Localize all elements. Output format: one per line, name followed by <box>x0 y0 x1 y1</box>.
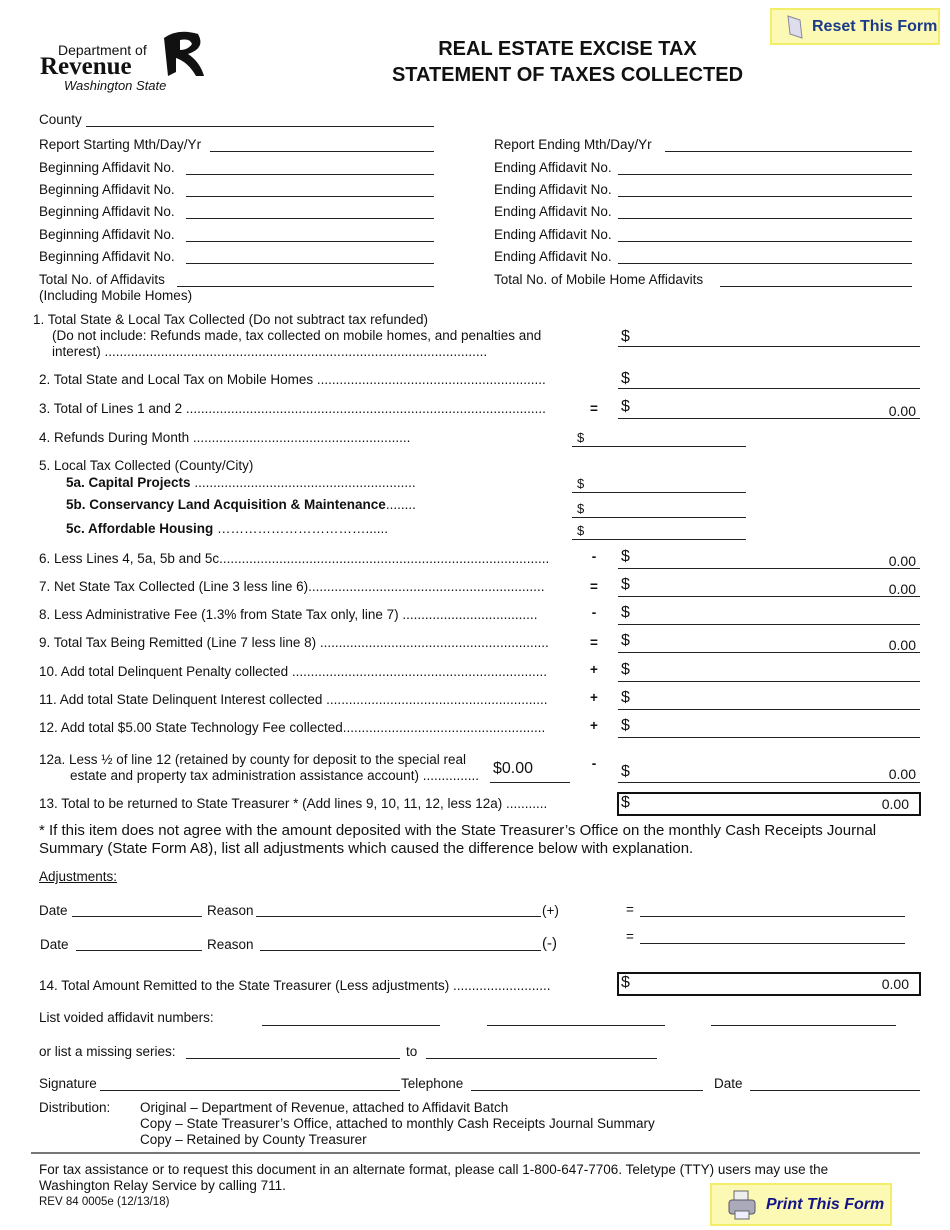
distribution-item: Original – Department of Revenue, attached to Affidavit Batch <box>140 1100 509 1115</box>
dollar-sign: $ <box>621 370 630 387</box>
adjustment-reason-label: Reason <box>207 937 254 952</box>
line10-field[interactable] <box>618 681 920 682</box>
leader-dots: ........................................................... <box>190 475 416 490</box>
distribution-label: Distribution: <box>39 1100 111 1115</box>
begin-affidavit-field[interactable] <box>186 241 434 242</box>
logo-text: Washington State <box>64 78 167 93</box>
begin-affidavit-label: Beginning Affidavit No. <box>39 160 175 175</box>
line6-field[interactable] <box>618 568 920 569</box>
line1-label: 1. Total State & Local Tax Collected (Do not subtract tax refunded) <box>33 312 428 327</box>
line8-label: 8. Less Administrative Fee (1.3% from State Tax only, line 7) .................................... <box>39 607 538 622</box>
end-affidavit-field[interactable] <box>618 241 912 242</box>
total-affidavits-label: Total No. of Affidavits <box>39 272 165 287</box>
plus-operator: + <box>590 718 598 733</box>
adjustments-heading: Adjustments: <box>39 869 118 884</box>
line3-field[interactable] <box>618 418 920 419</box>
line12-label: 12. Add total $5.00 State Technology Fee collected...................................................... <box>39 720 546 735</box>
telephone-label: Telephone <box>401 1076 464 1091</box>
dollar-sign: $ <box>621 974 630 991</box>
end-affidavit-field[interactable] <box>618 263 912 264</box>
line9-label: 9. Total Tax Being Remitted (Line 7 less line 8) ............................................................. <box>39 635 549 650</box>
footnote-text: Summary (State Form A8), list all adjustments which caused the difference below with explanation. <box>39 840 694 857</box>
begin-affidavit-label: Beginning Affidavit No. <box>39 249 175 264</box>
line14-field[interactable] <box>617 972 921 996</box>
missing-series-label: or list a missing series: <box>39 1044 176 1059</box>
dollar-sign: $ <box>577 430 585 445</box>
begin-affidavit-field[interactable] <box>186 263 434 264</box>
equals-operator: = <box>590 635 598 650</box>
line5c-label: 5c. Affordable Housing <box>66 521 214 536</box>
dollar-sign: $ <box>621 689 630 706</box>
line10-label: 10. Add total Delinquent Penalty collected .................................................................... <box>39 664 547 679</box>
leader-dots: ........ <box>385 497 416 512</box>
telephone-field[interactable] <box>471 1090 703 1091</box>
end-affidavit-field[interactable] <box>618 174 912 175</box>
total-affidavits-field[interactable] <box>177 286 434 287</box>
logo-text: Department of <box>58 42 147 58</box>
dollar-sign: $ <box>621 548 630 565</box>
adjustment-date-label: Date <box>40 937 69 952</box>
line12a-half-value: $0.00 <box>493 760 534 777</box>
minus-indicator: (-) <box>542 935 557 952</box>
end-affidavit-label: Ending Affidavit No. <box>494 204 612 219</box>
end-affidavit-label: Ending Affidavit No. <box>494 249 612 264</box>
line6-label: 6. Less Lines 4, 5a, 5b and 5c........................................................................................ <box>39 551 550 566</box>
plus-operator: + <box>590 662 598 677</box>
adjustment-date-field[interactable] <box>72 916 202 917</box>
end-affidavit-label: Ending Affidavit No. <box>494 227 612 242</box>
line13-label: 13. Total to be returned to State Treasurer * (Add lines 9, 10, 11, 12, less 12a) ........... <box>39 796 548 811</box>
reset-label: Reset This Form <box>812 17 938 35</box>
line11-label: 11. Add total State Delinquent Interest collected ........................................................... <box>39 692 548 707</box>
end-affidavit-field[interactable] <box>618 196 912 197</box>
reset-form-button[interactable] <box>770 8 940 45</box>
line9-field[interactable] <box>618 652 920 653</box>
line11-field[interactable] <box>618 709 920 710</box>
divider <box>31 1152 920 1154</box>
line8-field[interactable] <box>618 624 920 625</box>
end-affidavit-field[interactable] <box>618 218 912 219</box>
dollar-sign: $ <box>621 632 630 649</box>
footer-text: Washington Relay Service by calling 711. <box>39 1178 286 1193</box>
line1-label: (Do not include: Refunds made, tax collected on mobile homes, and penalties and <box>52 328 542 343</box>
begin-affidavit-label: Beginning Affidavit No. <box>39 182 175 197</box>
line2-label: 2. Total State and Local Tax on Mobile Homes ............................................................. <box>39 372 546 387</box>
end-affidavit-label: Ending Affidavit No. <box>494 160 612 175</box>
line3-label: 3. Total of Lines 1 and 2 ................................................................................................ <box>39 401 546 416</box>
printer-icon <box>726 1189 758 1221</box>
line4-field[interactable] <box>572 446 746 447</box>
dollar-sign: $ <box>621 763 630 780</box>
begin-affidavit-field[interactable] <box>186 174 434 175</box>
line1-field[interactable] <box>618 346 920 347</box>
line2-field[interactable] <box>618 388 920 389</box>
signature-label: Signature <box>39 1076 97 1091</box>
adjustment-amount-field[interactable] <box>640 943 905 944</box>
adjustment-reason-field[interactable] <box>256 916 541 917</box>
adjustment-reason-label: Reason <box>207 903 254 918</box>
dollar-sign: $ <box>577 476 585 491</box>
line14-value: 0.00 <box>881 976 909 992</box>
mobile-affidavits-label: Total No. of Mobile Home Affidavits <box>494 272 704 287</box>
line12a-value: 0.00 <box>888 766 916 782</box>
dollar-sign: $ <box>621 604 630 621</box>
missing-to-label: to <box>406 1044 418 1059</box>
county-field[interactable] <box>86 126 434 127</box>
equals-operator: = <box>626 902 634 917</box>
line12a-label: 12a. Less ½ of line 12 (retained by county for deposit to the special real <box>39 752 467 767</box>
line7-field[interactable] <box>618 596 920 597</box>
line5b-field[interactable] <box>572 517 746 518</box>
dollar-sign: $ <box>577 501 585 516</box>
minus-operator: - <box>591 605 597 620</box>
voided-label: List voided affidavit numbers: <box>39 1010 214 1025</box>
line5b-label: 5b. Conservancy Land Acquisition & Maintenance <box>66 497 386 512</box>
dollar-sign: $ <box>621 576 630 593</box>
dollar-sign: $ <box>621 794 630 811</box>
line12a-half-field[interactable] <box>490 782 570 783</box>
line12a-field[interactable] <box>618 782 920 783</box>
plus-indicator: (+) <box>542 903 559 918</box>
logo-mark-icon <box>158 28 206 78</box>
total-affidavits-sublabel: (Including Mobile Homes) <box>39 288 193 303</box>
mobile-affidavits-field[interactable] <box>720 286 912 287</box>
begin-affidavit-field[interactable] <box>186 196 434 197</box>
line13-field[interactable] <box>617 792 921 816</box>
line4-label: 4. Refunds During Month .......................................................... <box>39 430 411 445</box>
end-date-field[interactable] <box>665 151 912 152</box>
line12-field[interactable] <box>618 737 920 738</box>
line5a-field[interactable] <box>572 492 746 493</box>
line7-value: 0.00 <box>888 581 916 597</box>
line9-value: 0.00 <box>888 637 916 653</box>
dollar-sign: $ <box>577 523 585 538</box>
form-subtitle: STATEMENT OF TAXES COLLECTED <box>391 64 744 86</box>
voided-field[interactable] <box>711 1025 896 1026</box>
print-label: Print This Form <box>766 1195 885 1213</box>
minus-operator: - <box>591 756 597 771</box>
logo-text: Revenue <box>40 53 132 80</box>
end-date-label: Report Ending Mth/Day/Yr <box>494 137 652 152</box>
leader-dots: ……………………………...... <box>213 521 389 536</box>
begin-affidavit-label: Beginning Affidavit No. <box>39 227 175 242</box>
form-id: REV 84 0005e (12/13/18) <box>39 1196 170 1208</box>
footer-text: For tax assistance or to request this document in an alternate format, please call 1-800-647-7706. Teletype (TTY) users may use the <box>39 1162 829 1177</box>
start-date-label: Report Starting Mth/Day/Yr <box>39 137 202 152</box>
voided-field[interactable] <box>262 1025 440 1026</box>
eraser-icon <box>784 14 804 40</box>
missing-to-field[interactable] <box>426 1058 657 1059</box>
equals-operator: = <box>626 929 634 944</box>
end-affidavit-label: Ending Affidavit No. <box>494 182 612 197</box>
line5c-field[interactable] <box>572 539 746 540</box>
adjustment-reason-field[interactable] <box>260 950 541 951</box>
adjustment-amount-field[interactable] <box>640 916 905 917</box>
line1-label: interest) ...................................................................................................... <box>52 344 488 359</box>
dollar-sign: $ <box>621 717 630 734</box>
line7-label: 7. Net State Tax Collected (Line 3 less line 6)............................................................... <box>39 579 545 594</box>
equals-operator: = <box>590 579 598 594</box>
begin-affidavit-field[interactable] <box>186 218 434 219</box>
line14-label: 14. Total Amount Remitted to the State Treasurer (Less adjustments) .......................... <box>39 978 551 993</box>
date-label: Date <box>714 1076 743 1091</box>
adjustment-date-field[interactable] <box>76 950 202 951</box>
voided-field[interactable] <box>487 1025 665 1026</box>
form-title: REAL ESTATE EXCISE TAX <box>438 38 697 60</box>
county-label: County <box>39 112 82 127</box>
minus-operator: - <box>591 549 597 564</box>
equals-operator: = <box>590 401 598 416</box>
line13-value: 0.00 <box>881 796 909 812</box>
footnote-text: * If this item does not agree with the amount deposited with the State Treasurer’s Office on the monthly Cash Receipts Journal <box>39 822 877 839</box>
line6-value: 0.00 <box>888 553 916 569</box>
line5-label: 5. Local Tax Collected (County/City) <box>39 458 254 473</box>
line3-value: 0.00 <box>888 403 916 419</box>
dollar-sign: $ <box>621 398 630 415</box>
start-date-field[interactable] <box>210 151 434 152</box>
dollar-sign: $ <box>621 661 630 678</box>
line12a-label: estate and property tax administration assistance account) ............... <box>70 768 479 783</box>
dollar-sign: $ <box>621 328 630 345</box>
distribution-item: Copy – Retained by County Treasurer <box>140 1132 367 1147</box>
distribution-item: Copy – State Treasurer’s Office, attached to monthly Cash Receipts Journal Summary <box>140 1116 655 1131</box>
print-form-button[interactable] <box>710 1183 892 1226</box>
begin-affidavit-label: Beginning Affidavit No. <box>39 204 175 219</box>
signature-field[interactable] <box>100 1090 400 1091</box>
missing-from-field[interactable] <box>186 1058 400 1059</box>
line5a-label: 5a. Capital Projects <box>66 475 191 490</box>
plus-operator: + <box>590 690 598 705</box>
adjustment-date-label: Date <box>39 903 68 918</box>
date-field[interactable] <box>750 1090 920 1091</box>
